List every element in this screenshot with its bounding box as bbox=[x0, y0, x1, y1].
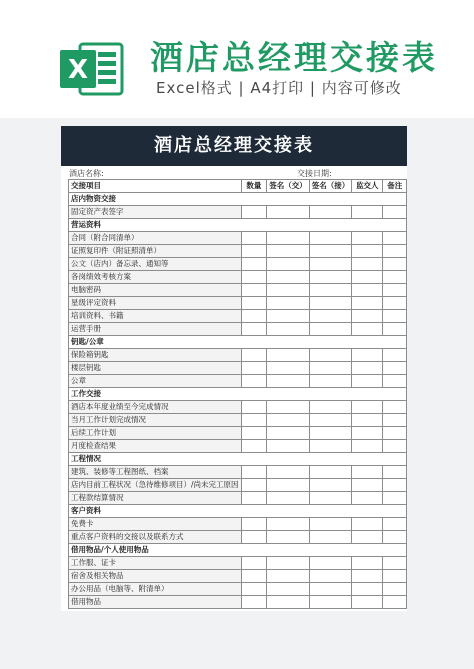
col-header: 交接项目 bbox=[69, 180, 242, 193]
item-name: 借用物品 bbox=[69, 596, 242, 609]
fill-cell[interactable] bbox=[241, 258, 267, 271]
fill-cell[interactable] bbox=[352, 206, 383, 219]
item-name: 建筑、装修等工程图纸、档案 bbox=[69, 466, 242, 479]
fill-cell[interactable] bbox=[352, 271, 383, 284]
fill-cell[interactable] bbox=[267, 414, 310, 427]
item-name: 公文（店内）备忘录、通知等 bbox=[69, 258, 242, 271]
fill-cell[interactable] bbox=[267, 518, 310, 531]
fill-cell[interactable] bbox=[383, 232, 407, 245]
fill-cell[interactable] bbox=[352, 310, 383, 323]
table-row bbox=[69, 271, 407, 284]
fill-cell[interactable] bbox=[309, 362, 352, 375]
banner-title: 酒店总经理交接表 bbox=[150, 38, 438, 77]
fill-cell[interactable] bbox=[267, 440, 310, 453]
fill-cell[interactable] bbox=[383, 310, 407, 323]
table-row bbox=[69, 531, 407, 544]
section-title: 营运资料 bbox=[69, 219, 407, 232]
sheet bbox=[61, 126, 407, 611]
table-row bbox=[69, 362, 407, 375]
fill-cell[interactable] bbox=[267, 349, 310, 362]
fill-cell[interactable] bbox=[241, 310, 267, 323]
fill-cell[interactable] bbox=[267, 284, 310, 297]
fill-cell[interactable] bbox=[241, 479, 267, 492]
section-title: 钥匙/公章 bbox=[69, 336, 407, 349]
section-title: 客户资料 bbox=[69, 505, 407, 518]
fill-cell[interactable] bbox=[267, 310, 310, 323]
item-name: 免费卡 bbox=[69, 518, 242, 531]
fill-cell[interactable] bbox=[241, 349, 267, 362]
fill-cell[interactable] bbox=[267, 570, 310, 583]
table-row bbox=[69, 375, 407, 388]
table-row bbox=[69, 583, 407, 596]
section-row bbox=[69, 193, 407, 206]
item-name: 电脑密码 bbox=[69, 284, 242, 297]
item-name: 运营手册 bbox=[69, 323, 242, 336]
col-header: 备注 bbox=[383, 180, 407, 193]
table-row bbox=[69, 401, 407, 414]
item-name: 工程款结算情况 bbox=[69, 492, 242, 505]
fill-cell[interactable] bbox=[241, 557, 267, 570]
table-row bbox=[69, 440, 407, 453]
item-name: 合同（附合同清单） bbox=[69, 232, 242, 245]
fill-cell[interactable] bbox=[241, 414, 267, 427]
fill-cell[interactable] bbox=[241, 206, 267, 219]
fill-cell[interactable] bbox=[309, 570, 352, 583]
fill-cell[interactable] bbox=[309, 427, 352, 440]
fill-cell[interactable] bbox=[309, 323, 352, 336]
fill-cell[interactable] bbox=[309, 258, 352, 271]
fill-cell[interactable] bbox=[309, 596, 352, 609]
fill-cell[interactable] bbox=[267, 245, 310, 258]
fill-cell[interactable] bbox=[383, 362, 407, 375]
table-row bbox=[69, 284, 407, 297]
item-name: 店内目前工程状况（急待维修项目）/尚未完工原因 bbox=[69, 479, 242, 492]
fill-cell[interactable] bbox=[267, 492, 310, 505]
table-row bbox=[69, 557, 407, 570]
section-row bbox=[69, 505, 407, 518]
fill-cell[interactable] bbox=[309, 531, 352, 544]
fill-cell[interactable] bbox=[309, 479, 352, 492]
fill-cell[interactable] bbox=[352, 297, 383, 310]
banner bbox=[0, 0, 474, 118]
fill-cell[interactable] bbox=[241, 323, 267, 336]
fill-cell[interactable] bbox=[309, 349, 352, 362]
meta-row bbox=[61, 166, 407, 179]
fill-cell[interactable] bbox=[309, 375, 352, 388]
item-name: 各岗绩效考核方案 bbox=[69, 271, 242, 284]
fill-cell[interactable] bbox=[309, 245, 352, 258]
item-name: 星级评定资料 bbox=[69, 297, 242, 310]
logo-letter: X bbox=[67, 55, 89, 85]
section-row bbox=[69, 453, 407, 466]
item-name: 工作服、证卡 bbox=[69, 557, 242, 570]
fill-cell[interactable] bbox=[383, 401, 407, 414]
fill-cell[interactable] bbox=[352, 596, 383, 609]
fill-cell[interactable] bbox=[352, 414, 383, 427]
fill-cell[interactable] bbox=[267, 583, 310, 596]
fill-cell[interactable] bbox=[267, 596, 310, 609]
fill-cell[interactable] bbox=[241, 492, 267, 505]
fill-cell[interactable] bbox=[352, 583, 383, 596]
excel-logo-icon bbox=[60, 40, 124, 98]
item-name: 培训资料、书籍 bbox=[69, 310, 242, 323]
fill-cell[interactable] bbox=[383, 479, 407, 492]
table-row bbox=[69, 245, 407, 258]
fill-cell[interactable] bbox=[352, 323, 383, 336]
fill-cell[interactable] bbox=[241, 518, 267, 531]
fill-cell[interactable] bbox=[352, 245, 383, 258]
fill-cell[interactable] bbox=[383, 466, 407, 479]
fill-cell[interactable] bbox=[309, 518, 352, 531]
fill-cell[interactable] bbox=[352, 440, 383, 453]
col-header: 监交人 bbox=[352, 180, 383, 193]
fill-cell[interactable] bbox=[383, 284, 407, 297]
table-body bbox=[69, 193, 407, 609]
fill-cell[interactable] bbox=[267, 271, 310, 284]
fill-cell[interactable] bbox=[352, 479, 383, 492]
fill-cell[interactable] bbox=[309, 284, 352, 297]
section-row bbox=[69, 388, 407, 401]
table-row bbox=[69, 492, 407, 505]
fill-cell[interactable] bbox=[352, 258, 383, 271]
fill-cell[interactable] bbox=[309, 310, 352, 323]
item-name: 公章 bbox=[69, 375, 242, 388]
fill-cell[interactable] bbox=[241, 362, 267, 375]
fill-cell[interactable] bbox=[309, 583, 352, 596]
handover-table bbox=[68, 179, 407, 609]
fill-cell[interactable] bbox=[383, 427, 407, 440]
fill-cell[interactable] bbox=[352, 531, 383, 544]
table-row bbox=[69, 349, 407, 362]
fill-cell[interactable] bbox=[383, 271, 407, 284]
fill-cell[interactable] bbox=[383, 414, 407, 427]
fill-cell[interactable] bbox=[383, 531, 407, 544]
fill-cell[interactable] bbox=[241, 284, 267, 297]
fill-cell[interactable] bbox=[241, 245, 267, 258]
fill-cell[interactable] bbox=[352, 518, 383, 531]
section-row bbox=[69, 336, 407, 349]
item-name: 当月工作计划完成情况 bbox=[69, 414, 242, 427]
table-row bbox=[69, 466, 407, 479]
section-row bbox=[69, 219, 407, 232]
fill-cell[interactable] bbox=[383, 297, 407, 310]
fill-cell[interactable] bbox=[352, 362, 383, 375]
fill-cell[interactable] bbox=[267, 232, 310, 245]
fill-cell[interactable] bbox=[267, 401, 310, 414]
table-row bbox=[69, 596, 407, 609]
fill-cell[interactable] bbox=[383, 440, 407, 453]
table-row bbox=[69, 206, 407, 219]
item-name: 后续工作计划 bbox=[69, 427, 242, 440]
fill-cell[interactable] bbox=[309, 557, 352, 570]
fill-cell[interactable] bbox=[309, 232, 352, 245]
fill-cell[interactable] bbox=[383, 375, 407, 388]
item-name: 重点客户资料的交接以及联系方式 bbox=[69, 531, 242, 544]
fill-cell[interactable] bbox=[241, 466, 267, 479]
fill-cell[interactable] bbox=[241, 583, 267, 596]
fill-cell[interactable] bbox=[267, 206, 310, 219]
fill-cell[interactable] bbox=[267, 531, 310, 544]
sheet-title: 酒店总经理交接表 bbox=[61, 126, 407, 166]
fill-cell[interactable] bbox=[352, 349, 383, 362]
table-row bbox=[69, 570, 407, 583]
fill-cell[interactable] bbox=[352, 232, 383, 245]
item-name: 固定资产表签字 bbox=[69, 206, 242, 219]
item-name: 楼层钥匙 bbox=[69, 362, 242, 375]
item-name: 保险箱钥匙 bbox=[69, 349, 242, 362]
item-name: 酒店本年度业绩至今完成情况 bbox=[69, 401, 242, 414]
col-header: 签名（接） bbox=[309, 180, 352, 193]
fill-cell[interactable] bbox=[267, 258, 310, 271]
fill-cell[interactable] bbox=[267, 375, 310, 388]
fill-cell[interactable] bbox=[383, 206, 407, 219]
fill-cell[interactable] bbox=[352, 492, 383, 505]
item-name: 月度检查结果 bbox=[69, 440, 242, 453]
table-row bbox=[69, 310, 407, 323]
table-row bbox=[69, 323, 407, 336]
fill-cell[interactable] bbox=[383, 583, 407, 596]
handover-date-label: 交接日期: bbox=[297, 169, 332, 178]
hotel-name-label: 酒店名称: bbox=[69, 169, 104, 178]
fill-cell[interactable] bbox=[241, 440, 267, 453]
table-row bbox=[69, 518, 407, 531]
fill-cell[interactable] bbox=[241, 297, 267, 310]
fill-cell[interactable] bbox=[241, 427, 267, 440]
fill-cell[interactable] bbox=[241, 570, 267, 583]
fill-cell[interactable] bbox=[241, 401, 267, 414]
fill-cell[interactable] bbox=[309, 414, 352, 427]
fill-cell[interactable] bbox=[383, 570, 407, 583]
item-name: 证照复印件（附证照清单） bbox=[69, 245, 242, 258]
fill-cell[interactable] bbox=[383, 492, 407, 505]
table-header-row bbox=[69, 180, 407, 193]
fill-cell[interactable] bbox=[383, 518, 407, 531]
fill-cell[interactable] bbox=[352, 284, 383, 297]
fill-cell[interactable] bbox=[267, 479, 310, 492]
fill-cell[interactable] bbox=[309, 297, 352, 310]
fill-cell[interactable] bbox=[383, 258, 407, 271]
table-row bbox=[69, 232, 407, 245]
fill-cell[interactable] bbox=[352, 401, 383, 414]
fill-cell[interactable] bbox=[241, 271, 267, 284]
fill-cell[interactable] bbox=[241, 232, 267, 245]
col-header: 数量 bbox=[241, 180, 267, 193]
fill-cell[interactable] bbox=[241, 531, 267, 544]
table-row bbox=[69, 427, 407, 440]
table-row bbox=[69, 479, 407, 492]
fill-cell[interactable] bbox=[309, 492, 352, 505]
fill-cell[interactable] bbox=[309, 271, 352, 284]
fill-cell[interactable] bbox=[383, 349, 407, 362]
fill-cell[interactable] bbox=[241, 375, 267, 388]
banner-subtitle: Excel格式 | A4打印 | 内容可修改 bbox=[156, 79, 402, 97]
fill-cell[interactable] bbox=[309, 206, 352, 219]
section-title: 借用物品/个人使用物品 bbox=[69, 544, 407, 557]
fill-cell[interactable] bbox=[309, 440, 352, 453]
section-row bbox=[69, 544, 407, 557]
fill-cell[interactable] bbox=[309, 401, 352, 414]
fill-cell[interactable] bbox=[383, 323, 407, 336]
fill-cell[interactable] bbox=[352, 557, 383, 570]
fill-cell[interactable] bbox=[383, 596, 407, 609]
fill-cell[interactable] bbox=[352, 427, 383, 440]
fill-cell[interactable] bbox=[309, 466, 352, 479]
fill-cell[interactable] bbox=[267, 427, 310, 440]
fill-cell[interactable] bbox=[241, 596, 267, 609]
item-name: 办公用品（电脑等、附清单） bbox=[69, 583, 242, 596]
fill-cell[interactable] bbox=[267, 557, 310, 570]
section-title: 工程情况 bbox=[69, 453, 407, 466]
section-title: 店内物资交接 bbox=[69, 193, 407, 206]
col-header: 签名（交） bbox=[267, 180, 310, 193]
table-row bbox=[69, 297, 407, 310]
fill-cell[interactable] bbox=[267, 297, 310, 310]
fill-cell[interactable] bbox=[352, 466, 383, 479]
fill-cell[interactable] bbox=[267, 323, 310, 336]
fill-cell[interactable] bbox=[383, 557, 407, 570]
table-row bbox=[69, 258, 407, 271]
fill-cell[interactable] bbox=[352, 570, 383, 583]
fill-cell[interactable] bbox=[383, 245, 407, 258]
table-row bbox=[69, 414, 407, 427]
fill-cell[interactable] bbox=[352, 375, 383, 388]
fill-cell[interactable] bbox=[267, 466, 310, 479]
item-name: 宿舍及相关物品 bbox=[69, 570, 242, 583]
section-title: 工作交接 bbox=[69, 388, 407, 401]
fill-cell[interactable] bbox=[267, 362, 310, 375]
